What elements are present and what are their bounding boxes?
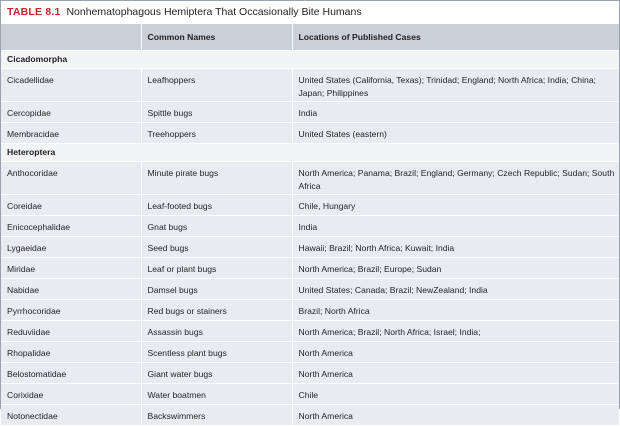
table-row bbox=[1, 279, 619, 300]
family-cell: Rhopalidae bbox=[1, 342, 141, 363]
table-title: Nonhematophagous Hemiptera That Occasionally Bite Humans bbox=[66, 6, 362, 18]
common-name-cell: Gnat bugs bbox=[141, 216, 292, 237]
common-name-cell: Leaf or plant bugs bbox=[141, 258, 292, 279]
common-name-cell: Spittle bugs bbox=[141, 102, 292, 123]
locations-cell: India bbox=[292, 216, 619, 237]
family-cell: Pyrrhocoridae bbox=[1, 300, 141, 321]
locations-cell: United States (eastern) bbox=[292, 123, 619, 144]
locations-cell: United States; Canada; Brazil; NewZealand; India bbox=[292, 279, 619, 300]
family-cell: Membracidae bbox=[1, 123, 141, 144]
locations-cell: North America; Brazil; Europe; Sudan bbox=[292, 258, 619, 279]
common-name-cell: Scentless plant bugs bbox=[141, 342, 292, 363]
locations-cell: North America bbox=[292, 363, 619, 384]
common-name-cell: Treehoppers bbox=[141, 123, 292, 144]
family-cell: Cercopidae bbox=[1, 102, 141, 123]
locations-cell: North America bbox=[292, 342, 619, 363]
table-row bbox=[1, 195, 619, 216]
table-row bbox=[1, 123, 619, 144]
table-row bbox=[1, 162, 619, 195]
common-name-cell: Giant water bugs bbox=[141, 363, 292, 384]
locations-cell: Brazil; North Africa bbox=[292, 300, 619, 321]
locations-cell: Chile bbox=[292, 384, 619, 405]
table-row bbox=[1, 237, 619, 258]
family-cell: Belostomatidae bbox=[1, 363, 141, 384]
common-name-cell: Leaf-footed bugs bbox=[141, 195, 292, 216]
table-caption bbox=[1, 1, 619, 24]
table-row bbox=[1, 321, 619, 342]
section-row-cicadomorpha bbox=[1, 51, 619, 69]
locations-cell: North America; Panama; Brazil; England; Germany; Czech Republic; Sudan; South Africa bbox=[292, 162, 619, 195]
locations-cell: Hawaii; Brazil; North Africa; Kuwait; India bbox=[292, 237, 619, 258]
locations-cell: North America; Brazil; North Africa; Israel; India; bbox=[292, 321, 619, 342]
hemiptera-table bbox=[1, 24, 619, 426]
table-row bbox=[1, 300, 619, 321]
table-number: TABLE 8.1 bbox=[7, 6, 61, 18]
locations-cell: United States (California, Texas); Trinidad; England; North Africa; India; China; Japan; Philippines bbox=[292, 69, 619, 102]
common-name-cell: Assassin bugs bbox=[141, 321, 292, 342]
section-label: Cicadomorpha bbox=[1, 51, 619, 69]
family-cell: Nabidae bbox=[1, 279, 141, 300]
table-row bbox=[1, 102, 619, 123]
table-row bbox=[1, 258, 619, 279]
family-cell: Reduviidae bbox=[1, 321, 141, 342]
family-cell: Corixidae bbox=[1, 384, 141, 405]
header-locations: Locations of Published Cases bbox=[292, 24, 619, 51]
table-row bbox=[1, 363, 619, 384]
header-family bbox=[1, 24, 141, 51]
family-cell: Cicadellidae bbox=[1, 69, 141, 102]
table-row bbox=[1, 384, 619, 405]
locations-cell: Chile, Hungary bbox=[292, 195, 619, 216]
locations-cell: India bbox=[292, 102, 619, 123]
header-common-names: Common Names bbox=[141, 24, 292, 51]
family-cell: Miridae bbox=[1, 258, 141, 279]
header-row bbox=[1, 24, 619, 51]
section-label: Heteroptera bbox=[1, 144, 619, 162]
table-row bbox=[1, 69, 619, 102]
family-cell: Lygaeidae bbox=[1, 237, 141, 258]
family-cell: Anthocoridae bbox=[1, 162, 141, 195]
section-row-heteroptera bbox=[1, 144, 619, 162]
common-name-cell: Red bugs or stainers bbox=[141, 300, 292, 321]
common-name-cell: Damsel bugs bbox=[141, 279, 292, 300]
table-row bbox=[1, 405, 619, 426]
table-row bbox=[1, 216, 619, 237]
common-name-cell: Minute pirate bugs bbox=[141, 162, 292, 195]
locations-cell: North America bbox=[292, 405, 619, 426]
common-name-cell: Seed bugs bbox=[141, 237, 292, 258]
family-cell: Coreidae bbox=[1, 195, 141, 216]
common-name-cell: Water boatmen bbox=[141, 384, 292, 405]
family-cell: Enicocephalidae bbox=[1, 216, 141, 237]
family-cell: Notonectidae bbox=[1, 405, 141, 426]
table-row bbox=[1, 342, 619, 363]
common-name-cell: Backswimmers bbox=[141, 405, 292, 426]
common-name-cell: Leafhoppers bbox=[141, 69, 292, 102]
